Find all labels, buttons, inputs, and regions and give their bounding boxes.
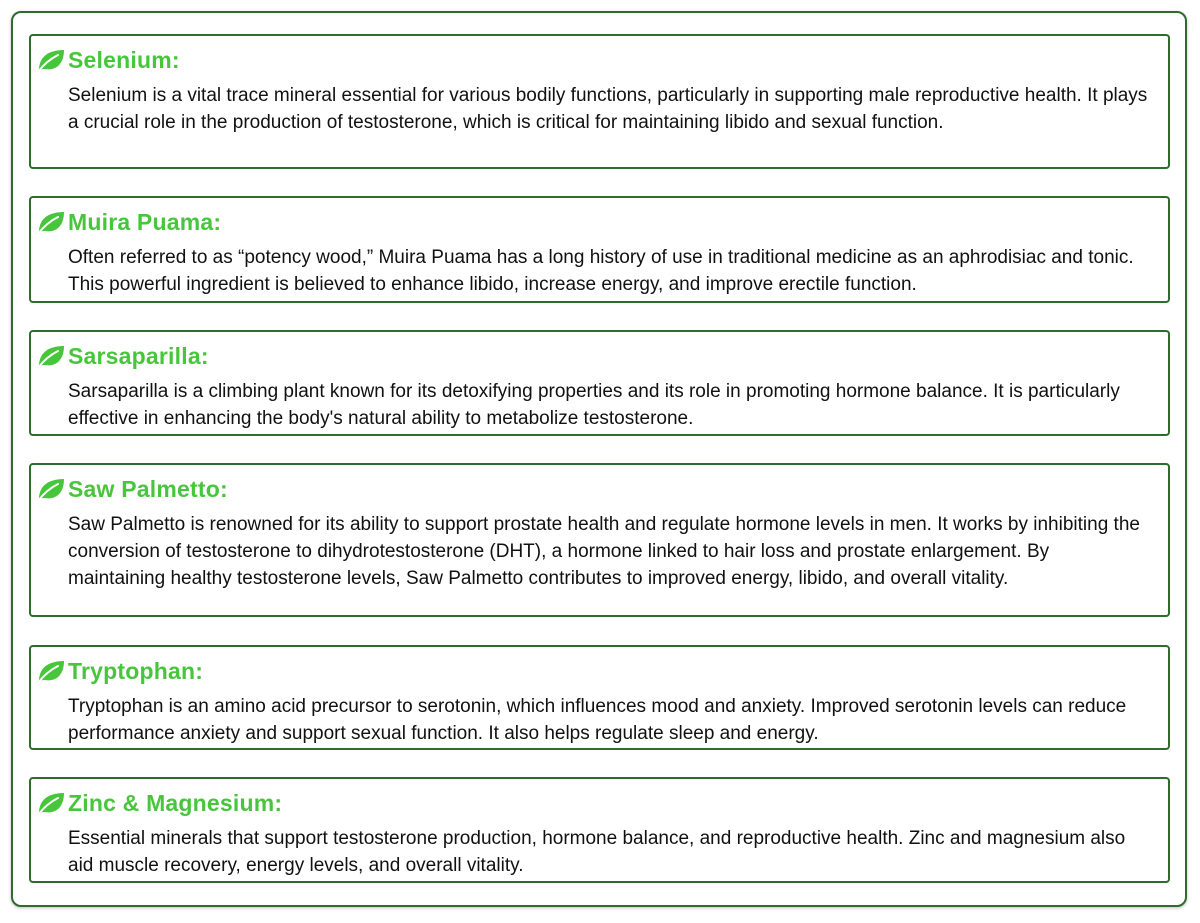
ingredient-heading (36, 788, 282, 818)
ingredient-card-muira-puama (29, 196, 1170, 303)
leaf-icon (36, 790, 66, 816)
ingredient-card-selenium (29, 34, 1170, 169)
ingredient-title: Selenium: (68, 46, 180, 73)
ingredient-description: Tryptophan is an amino acid precursor to serotonin, which influences mood and anxiety. Improved serotonin levels can reduce performance anxiety and support sexual function. It also helps regulate sleep and energy. (68, 696, 1127, 744)
leaf-icon (36, 343, 66, 369)
ingredient-description: Selenium is a vital trace mineral essential for various bodily functions, particularly in supporting male reproductive health. It plays a crucial role in the production of testosterone, which is critical for maintaining libido and sexual function. (68, 85, 1148, 133)
ingredient-heading (36, 341, 209, 371)
ingredient-card-sarsaparilla (29, 330, 1170, 436)
ingredient-description: Essential minerals that support testosterone production, hormone balance, and reproductive health. Zinc and magnesium also aid muscle recovery, energy levels, and overall vitality. (68, 828, 1126, 876)
ingredient-title: Muira Puama: (68, 208, 222, 235)
ingredient-card-tryptophan (29, 645, 1170, 750)
ingredient-description: Often referred to as “potency wood,” Muira Puama has a long history of use in traditional medicine as an aphrodisiac and tonic. This powerful ingredient is believed to enhance libido, increase energy, and improve erectile function. (68, 247, 1134, 295)
ingredient-description: Sarsaparilla is a climbing plant known for its detoxifying properties and its role in promoting hormone balance. It is particularly effective in enhancing the body's natural ability to metabolize testosterone. (68, 381, 1120, 429)
ingredient-heading (36, 45, 180, 75)
ingredient-heading (36, 656, 203, 686)
ingredient-title: Saw Palmetto: (68, 475, 228, 502)
leaf-icon (36, 209, 66, 235)
ingredient-heading (36, 207, 221, 237)
leaf-icon (36, 658, 66, 684)
ingredient-title: Sarsaparilla: (68, 342, 209, 369)
ingredient-card-zinc-magnesium (29, 777, 1170, 883)
ingredient-heading (36, 474, 228, 504)
ingredient-card-saw-palmetto (29, 463, 1170, 617)
ingredient-title: Zinc & Magnesium: (68, 789, 283, 816)
leaf-icon (36, 47, 66, 73)
leaf-icon (36, 476, 66, 502)
ingredient-title: Tryptophan: (68, 657, 204, 684)
ingredient-description: Saw Palmetto is renowned for its ability to support prostate health and regulate hormone levels in men. It works by inhibiting the conversion of testosterone to dihydrotestosterone (DHT), a hormone linked to hair loss and prostate enlargement. By maintaining healthy testosterone levels, Saw Palmetto contributes to improved energy, libido, and overall vitality. (68, 514, 1140, 589)
